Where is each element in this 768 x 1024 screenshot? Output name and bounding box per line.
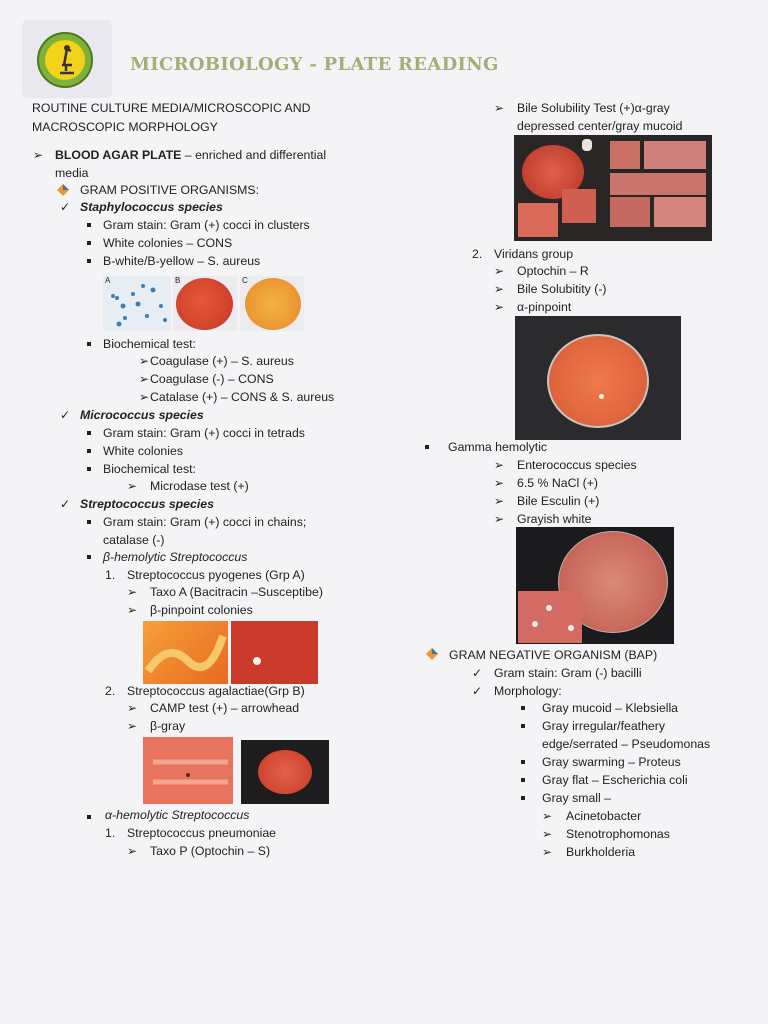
arrow-bullet-icon: ➢ — [494, 300, 505, 314]
square-bullet-icon — [87, 449, 91, 453]
staph-item-2: White colonies – CONS — [103, 236, 233, 250]
gamma-test-3: Bile Esculin (+) — [517, 494, 600, 508]
bile-solubility-line-2: depressed center/gray mucoid — [517, 119, 683, 133]
square-bullet-icon — [521, 796, 525, 800]
check-icon: ✓ — [60, 408, 71, 422]
bap-description-cont: media — [55, 166, 89, 180]
check-icon: ✓ — [60, 200, 71, 214]
arrow-bullet-icon: ➢ — [139, 372, 150, 386]
square-bullet-icon — [87, 223, 91, 227]
viridans-test-2: Bile Solubitity (-) — [517, 282, 607, 296]
plate-image-c — [240, 276, 304, 331]
image-label-b: B — [175, 276, 181, 285]
small-item-3: Burkholderia — [566, 845, 636, 859]
bap-heading — [55, 146, 326, 164]
diamond-bullet-icon — [57, 184, 69, 196]
morph-item-5: Gray small – — [542, 791, 612, 805]
pyogenes-plate-image — [143, 621, 228, 684]
viridans-number: 2. — [472, 247, 483, 261]
page-title: MICROBIOLOGY - PLATE READING — [130, 54, 499, 75]
plate-image-b — [173, 276, 237, 331]
agalactiae-number: 2. — [105, 684, 116, 698]
staph-test-1: Coagulase (+) – S. aureus — [150, 354, 294, 368]
bile-solubility-line-1: Bile Solubility Test (+)α-gray — [517, 101, 670, 115]
square-bullet-icon — [87, 241, 91, 245]
pyogenes-number: 1. — [105, 568, 116, 582]
arrow-bullet-icon: ➢ — [139, 390, 150, 404]
square-bullet-icon — [521, 778, 525, 782]
agalactiae-test-1: CAMP test (+) – arrowhead — [150, 701, 300, 715]
square-bullet-icon — [425, 445, 429, 449]
micro-item-1: Gram stain: Gram (+) cocci in tetrads — [103, 426, 305, 440]
arrow-bullet-icon: ➢ — [494, 476, 505, 490]
staph-item-1: Gram stain: Gram (+) cocci in clusters — [103, 218, 310, 232]
camp-plate-image — [241, 740, 329, 804]
viridans-test-3: α-pinpoint — [517, 300, 572, 314]
arrow-bullet-icon: ➢ — [127, 603, 138, 617]
camp-test-image — [143, 737, 233, 804]
square-bullet-icon — [87, 815, 91, 819]
staph-test-2: Coagulase (-) – CONS — [150, 372, 274, 386]
strep-gram-2: catalase (-) — [103, 533, 165, 547]
diamond-bullet-icon — [426, 648, 438, 660]
micro-item-3: Biochemical test: — [103, 462, 196, 476]
agalactiae-title: Streptococcus agalactiae(Grp B) — [127, 684, 305, 698]
intro-line-1: ROUTINE CULTURE MEDIA/MICROSCOPIC AND — [32, 101, 311, 115]
pneumoniae-test: Taxo P (Optochin – S) — [150, 844, 271, 858]
arrow-bullet-icon: ➢ — [494, 458, 505, 472]
morph-item-4: Gray flat – Escherichia coli — [542, 773, 688, 787]
morph-item-1: Gray mucoid – Klebsiella — [542, 701, 679, 715]
square-bullet-icon — [521, 706, 525, 710]
alpha-hemolytic-heading: α-hemolytic Streptococcus — [105, 808, 250, 822]
morph-item-3: Gray swarming – Proteus — [542, 755, 681, 769]
arrow-bullet-icon: ➢ — [127, 585, 138, 599]
square-bullet-icon — [521, 760, 525, 764]
arrow-bullet-icon: ➢ — [494, 264, 505, 278]
morph-item-2-cont: edge/serrated – Pseudomonas — [542, 737, 711, 751]
square-bullet-icon — [87, 467, 91, 471]
strep-title: Streptococcus species — [80, 497, 214, 511]
pyogenes-test-1: Taxo A (Bacitracin –Susceptibe) — [150, 585, 323, 599]
bacitracin-plate-image — [231, 621, 318, 684]
arrow-bullet-icon: ➢ — [127, 844, 138, 858]
gamma-heading: Gamma hemolytic — [448, 440, 548, 454]
gamma-test-2: 6.5 % NaCl (+) — [517, 476, 598, 490]
square-bullet-icon — [87, 520, 91, 524]
gram-negative-heading: GRAM NEGATIVE ORGANISM (BAP) — [449, 648, 658, 662]
staph-item-3: B-white/B-yellow – S. aureus — [103, 254, 261, 268]
intro-line-2: MACROSCOPIC MORPHOLOGY — [32, 120, 218, 134]
pneumoniae-title: Streptococcus pneumoniae — [127, 826, 277, 840]
staph-title: Staphylococcus species — [80, 200, 223, 214]
viridans-test-1: Optochin – R — [517, 264, 589, 278]
image-label-c: C — [242, 276, 248, 285]
small-item-2: Stenotrophomonas — [566, 827, 670, 841]
morph-item-2: Gray irregular/feathery — [542, 719, 666, 733]
arrow-bullet-icon: ➢ — [494, 494, 505, 508]
micro-test: Microdase test (+) — [150, 479, 249, 493]
strep-gram-1: Gram stain: Gram (+) cocci in chains; — [103, 515, 307, 529]
enterococcus-plate-image — [516, 527, 674, 644]
bap-title: BLOOD AGAR PLATE — [55, 148, 182, 162]
square-bullet-icon — [521, 724, 525, 728]
arrow-bullet-icon: ➢ — [494, 101, 505, 115]
arrow-bullet-icon: ➢ — [542, 809, 553, 823]
pyogenes-test-2: β-pinpoint colonies — [150, 603, 253, 617]
arrow-bullet-icon: ➢ — [127, 479, 138, 493]
arrow-bullet-icon: ➢ — [33, 148, 44, 162]
staph-test-3: Catalase (+) – CONS & S. aureus — [150, 390, 335, 404]
micro-title: Micrococcus species — [80, 408, 204, 422]
arrow-bullet-icon: ➢ — [127, 719, 138, 733]
check-icon: ✓ — [472, 666, 483, 680]
square-bullet-icon — [87, 555, 91, 559]
image-label-a: A — [105, 276, 111, 285]
beta-hemolytic-heading: β-hemolytic Streptococcus — [103, 550, 248, 564]
viridans-plate-image — [515, 316, 681, 440]
square-bullet-icon — [87, 431, 91, 435]
gamma-test-4: Grayish white — [517, 512, 592, 526]
gram-negative-stain: Gram stain: Gram (-) bacilli — [494, 666, 642, 680]
gamma-test-1: Enterococcus species — [517, 458, 637, 472]
arrow-bullet-icon: ➢ — [139, 354, 150, 368]
morphology-heading: Morphology: — [494, 684, 562, 698]
viridans-title: Viridans group — [494, 247, 574, 261]
square-bullet-icon — [87, 259, 91, 263]
pyogenes-title: Streptococcus pyogenes (Grp A) — [127, 568, 305, 582]
gram-positive-heading: GRAM POSITIVE ORGANISMS: — [80, 183, 260, 197]
pneumoniae-plate-collage — [514, 135, 712, 241]
pneumoniae-number: 1. — [105, 826, 116, 840]
arrow-bullet-icon: ➢ — [494, 282, 505, 296]
check-icon: ✓ — [60, 497, 71, 511]
arrow-bullet-icon: ➢ — [542, 845, 553, 859]
square-bullet-icon — [87, 342, 91, 346]
small-item-1: Acinetobacter — [566, 809, 642, 823]
microscope-logo-icon — [36, 31, 94, 89]
gram-stain-image — [103, 276, 171, 331]
arrow-bullet-icon: ➢ — [494, 512, 505, 526]
agalactiae-test-2: β-gray — [150, 719, 186, 733]
arrow-bullet-icon: ➢ — [127, 701, 138, 715]
staph-biochem-label: Biochemical test: — [103, 337, 196, 351]
bap-description: – enriched and differential — [181, 148, 327, 162]
micro-item-2: White colonies — [103, 444, 183, 458]
arrow-bullet-icon: ➢ — [542, 827, 553, 841]
check-icon: ✓ — [472, 684, 483, 698]
